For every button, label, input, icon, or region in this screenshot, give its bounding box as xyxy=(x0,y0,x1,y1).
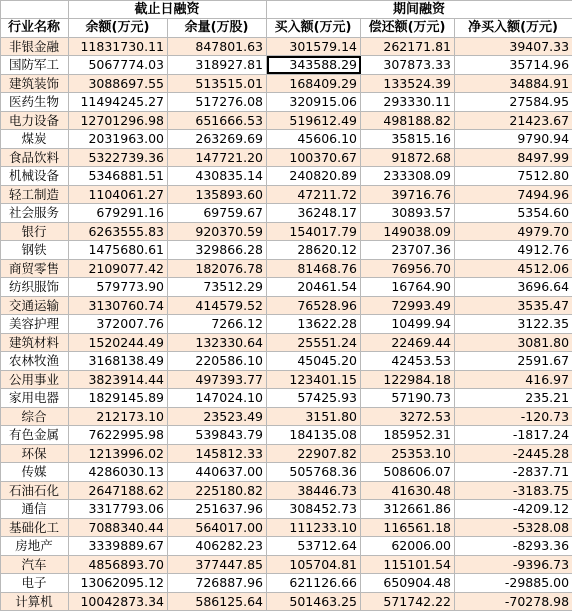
repay-cell[interactable]: 115101.54 xyxy=(361,555,455,574)
buy-cell[interactable]: 501463.25 xyxy=(267,592,361,611)
buy-cell[interactable]: 154017.79 xyxy=(267,222,361,241)
balance-cell[interactable]: 10042873.34 xyxy=(69,592,168,611)
table-row xyxy=(1,463,572,482)
net-buy-cell[interactable]: 7494.96 xyxy=(455,185,572,204)
table-row xyxy=(1,352,572,371)
repay-cell[interactable]: 76956.70 xyxy=(361,259,455,278)
buy-cell[interactable]: 47211.72 xyxy=(267,185,361,204)
buy-cell[interactable]: 45606.10 xyxy=(267,130,361,149)
volume-cell[interactable]: 651666.53 xyxy=(168,111,267,130)
table-row xyxy=(1,222,572,241)
volume-cell[interactable]: 329866.28 xyxy=(168,241,267,260)
industry-cell[interactable]: 有色金属 xyxy=(1,426,69,445)
table-row xyxy=(1,574,572,593)
volume-cell[interactable]: 251637.96 xyxy=(168,500,267,519)
col-header-buy[interactable]: 买入额(万元) xyxy=(267,19,361,38)
balance-cell[interactable]: 4856893.70 xyxy=(69,555,168,574)
group-header-row xyxy=(1,1,572,19)
repay-cell[interactable]: 233308.09 xyxy=(361,167,455,186)
group-header-period[interactable]: 期间融资 xyxy=(267,1,572,19)
industry-cell[interactable]: 房地产 xyxy=(1,537,69,556)
volume-cell[interactable]: 7266.12 xyxy=(168,315,267,334)
industry-cell[interactable]: 交通运输 xyxy=(1,296,69,315)
volume-cell[interactable]: 73512.29 xyxy=(168,278,267,297)
buy-cell[interactable]: 308452.73 xyxy=(267,500,361,519)
net-buy-cell[interactable]: 3535.47 xyxy=(455,296,572,315)
industry-cell[interactable]: 商贸零售 xyxy=(1,259,69,278)
buy-cell[interactable]: 76528.96 xyxy=(267,296,361,315)
balance-cell[interactable]: 2109077.42 xyxy=(69,259,168,278)
industry-cell[interactable]: 机械设备 xyxy=(1,167,69,186)
balance-cell[interactable]: 2031963.00 xyxy=(69,130,168,149)
table-row xyxy=(1,185,572,204)
repay-cell[interactable]: 42453.53 xyxy=(361,352,455,371)
industry-cell[interactable]: 国防军工 xyxy=(1,56,69,75)
net-buy-cell[interactable]: 35714.96 xyxy=(455,56,572,75)
industry-cell[interactable]: 医药生物 xyxy=(1,93,69,112)
balance-cell[interactable]: 1104061.27 xyxy=(69,185,168,204)
industry-cell[interactable]: 计算机 xyxy=(1,592,69,611)
table-row xyxy=(1,259,572,278)
net-buy-cell[interactable]: 3122.35 xyxy=(455,315,572,334)
col-header-net-buy[interactable]: 净买入额(万元) xyxy=(455,19,572,38)
net-buy-cell[interactable]: -70278.98 xyxy=(455,592,572,611)
buy-cell[interactable]: 13622.28 xyxy=(267,315,361,334)
industry-cell[interactable]: 轻工制造 xyxy=(1,185,69,204)
balance-cell[interactable]: 4286030.13 xyxy=(69,463,168,482)
repay-cell[interactable]: 508606.07 xyxy=(361,463,455,482)
industry-cell[interactable]: 通信 xyxy=(1,500,69,519)
buy-cell[interactable]: 343588.29 xyxy=(267,56,361,75)
table-row xyxy=(1,241,572,260)
net-buy-cell[interactable]: -120.73 xyxy=(455,407,572,426)
balance-cell[interactable]: 372007.76 xyxy=(69,315,168,334)
balance-cell[interactable]: 11831730.11 xyxy=(69,37,168,56)
table-row xyxy=(1,278,572,297)
repay-cell[interactable]: 262171.81 xyxy=(361,37,455,56)
balance-cell[interactable]: 11494245.27 xyxy=(69,93,168,112)
buy-cell[interactable]: 28620.12 xyxy=(267,241,361,260)
balance-cell[interactable]: 13062095.12 xyxy=(69,574,168,593)
industry-cell[interactable]: 公用事业 xyxy=(1,370,69,389)
table-row xyxy=(1,407,572,426)
balance-cell[interactable]: 3823914.44 xyxy=(69,370,168,389)
industry-cell[interactable]: 煤炭 xyxy=(1,130,69,149)
table-row xyxy=(1,315,572,334)
repay-cell[interactable]: 3272.53 xyxy=(361,407,455,426)
volume-cell[interactable]: 414579.52 xyxy=(168,296,267,315)
repay-cell[interactable]: 307873.33 xyxy=(361,56,455,75)
buy-cell[interactable]: 38446.73 xyxy=(267,481,361,500)
table-row xyxy=(1,56,572,75)
net-buy-cell[interactable]: 39407.33 xyxy=(455,37,572,56)
repay-cell[interactable]: 10499.94 xyxy=(361,315,455,334)
buy-cell[interactable]: 81468.76 xyxy=(267,259,361,278)
balance-cell[interactable]: 12701296.98 xyxy=(69,111,168,130)
table-row xyxy=(1,333,572,352)
industry-cell[interactable]: 基础化工 xyxy=(1,518,69,537)
buy-cell[interactable]: 36248.17 xyxy=(267,204,361,223)
buy-cell[interactable]: 57425.93 xyxy=(267,389,361,408)
table-row xyxy=(1,537,572,556)
balance-cell[interactable]: 579773.90 xyxy=(69,278,168,297)
industry-cell[interactable]: 综合 xyxy=(1,407,69,426)
volume-cell[interactable]: 497393.77 xyxy=(168,370,267,389)
buy-cell[interactable]: 168409.29 xyxy=(267,74,361,93)
volume-cell[interactable]: 263269.69 xyxy=(168,130,267,149)
net-buy-cell[interactable]: 21423.67 xyxy=(455,111,572,130)
industry-cell[interactable]: 非银金融 xyxy=(1,37,69,56)
repay-cell[interactable]: 16764.90 xyxy=(361,278,455,297)
balance-cell[interactable]: 1213996.02 xyxy=(69,444,168,463)
col-header-balance[interactable]: 余额(万元) xyxy=(69,19,168,38)
buy-cell[interactable]: 505768.36 xyxy=(267,463,361,482)
table-row xyxy=(1,426,572,445)
net-buy-cell[interactable]: -1817.24 xyxy=(455,426,572,445)
volume-cell[interactable]: 132330.64 xyxy=(168,333,267,352)
col-header-repay[interactable]: 偿还额(万元) xyxy=(361,19,455,38)
balance-cell[interactable]: 1475680.61 xyxy=(69,241,168,260)
industry-cell[interactable]: 电子 xyxy=(1,574,69,593)
industry-cell[interactable]: 纺织服饰 xyxy=(1,278,69,297)
net-buy-cell[interactable]: 5354.60 xyxy=(455,204,572,223)
balance-cell[interactable]: 3130760.74 xyxy=(69,296,168,315)
repay-cell[interactable]: 650904.48 xyxy=(361,574,455,593)
net-buy-cell[interactable]: 9790.94 xyxy=(455,130,572,149)
group-header-cutoff[interactable]: 截止日融资 xyxy=(69,1,267,19)
buy-cell[interactable]: 184135.08 xyxy=(267,426,361,445)
industry-cell[interactable]: 环保 xyxy=(1,444,69,463)
table-row xyxy=(1,148,572,167)
net-buy-cell[interactable]: -2445.28 xyxy=(455,444,572,463)
repay-cell[interactable]: 498188.82 xyxy=(361,111,455,130)
balance-cell[interactable]: 212173.10 xyxy=(69,407,168,426)
buy-cell[interactable]: 20461.54 xyxy=(267,278,361,297)
table-row xyxy=(1,555,572,574)
net-buy-cell[interactable]: 4512.06 xyxy=(455,259,572,278)
table-row xyxy=(1,389,572,408)
buy-cell[interactable]: 621126.66 xyxy=(267,574,361,593)
balance-cell[interactable]: 3088697.55 xyxy=(69,74,168,93)
volume-cell[interactable]: 135893.60 xyxy=(168,185,267,204)
industry-cell[interactable]: 食品饮料 xyxy=(1,148,69,167)
net-buy-cell[interactable]: 3081.80 xyxy=(455,333,572,352)
col-header-volume[interactable]: 余量(万股) xyxy=(168,19,267,38)
repay-cell[interactable]: 571742.22 xyxy=(361,592,455,611)
net-buy-cell[interactable]: 4912.76 xyxy=(455,241,572,260)
table-row xyxy=(1,296,572,315)
table-row xyxy=(1,518,572,537)
volume-cell[interactable]: 726887.96 xyxy=(168,574,267,593)
repay-cell[interactable]: 57190.73 xyxy=(361,389,455,408)
buy-cell[interactable]: 45045.20 xyxy=(267,352,361,371)
table-row xyxy=(1,93,572,112)
repay-cell[interactable]: 62006.00 xyxy=(361,537,455,556)
balance-cell[interactable]: 2647188.62 xyxy=(69,481,168,500)
industry-cell[interactable]: 美容护理 xyxy=(1,315,69,334)
volume-cell[interactable]: 564017.00 xyxy=(168,518,267,537)
volume-cell[interactable]: 225180.82 xyxy=(168,481,267,500)
column-header-row xyxy=(1,19,572,38)
repay-cell[interactable]: 149038.09 xyxy=(361,222,455,241)
buy-cell[interactable]: 100370.67 xyxy=(267,148,361,167)
volume-cell[interactable]: 920370.59 xyxy=(168,222,267,241)
net-buy-cell[interactable]: 416.97 xyxy=(455,370,572,389)
balance-cell[interactable]: 1520244.49 xyxy=(69,333,168,352)
balance-cell[interactable]: 1829145.89 xyxy=(69,389,168,408)
volume-cell[interactable]: 318927.81 xyxy=(168,56,267,75)
balance-cell[interactable]: 7088340.44 xyxy=(69,518,168,537)
buy-cell[interactable]: 123401.15 xyxy=(267,370,361,389)
net-buy-cell[interactable]: -9396.73 xyxy=(455,555,572,574)
net-buy-cell[interactable]: 2591.67 xyxy=(455,352,572,371)
volume-cell[interactable]: 539843.79 xyxy=(168,426,267,445)
buy-cell[interactable]: 22907.82 xyxy=(267,444,361,463)
balance-cell[interactable]: 5322739.36 xyxy=(69,148,168,167)
repay-cell[interactable]: 41630.48 xyxy=(361,481,455,500)
net-buy-cell[interactable]: 4979.70 xyxy=(455,222,572,241)
repay-cell[interactable]: 35815.16 xyxy=(361,130,455,149)
balance-cell[interactable]: 3317793.06 xyxy=(69,500,168,519)
table-row xyxy=(1,204,572,223)
repay-cell[interactable]: 133524.39 xyxy=(361,74,455,93)
repay-cell[interactable]: 91872.68 xyxy=(361,148,455,167)
net-buy-cell[interactable]: -5328.08 xyxy=(455,518,572,537)
industry-cell[interactable]: 农林牧渔 xyxy=(1,352,69,371)
repay-cell[interactable]: 312661.86 xyxy=(361,500,455,519)
header-corner-cell[interactable] xyxy=(1,1,69,19)
balance-cell[interactable]: 5346881.51 xyxy=(69,167,168,186)
repay-cell[interactable]: 22469.44 xyxy=(361,333,455,352)
buy-cell[interactable]: 53712.64 xyxy=(267,537,361,556)
net-buy-cell[interactable]: 8497.99 xyxy=(455,148,572,167)
table-row xyxy=(1,111,572,130)
buy-cell[interactable]: 111233.10 xyxy=(267,518,361,537)
industry-cell[interactable]: 建筑装饰 xyxy=(1,74,69,93)
industry-cell[interactable]: 钢铁 xyxy=(1,241,69,260)
buy-cell[interactable]: 301579.14 xyxy=(267,37,361,56)
volume-cell[interactable]: 517276.08 xyxy=(168,93,267,112)
table-row xyxy=(1,37,572,56)
repay-cell[interactable]: 122984.18 xyxy=(361,370,455,389)
repay-cell[interactable]: 116561.18 xyxy=(361,518,455,537)
net-buy-cell[interactable]: 3696.64 xyxy=(455,278,572,297)
industry-cell[interactable]: 电力设备 xyxy=(1,111,69,130)
net-buy-cell[interactable]: 235.21 xyxy=(455,389,572,408)
net-buy-cell[interactable]: 7512.80 xyxy=(455,167,572,186)
industry-cell[interactable]: 建筑材料 xyxy=(1,333,69,352)
net-buy-cell[interactable]: -3183.75 xyxy=(455,481,572,500)
volume-cell[interactable]: 69759.67 xyxy=(168,204,267,223)
volume-cell[interactable]: 147721.20 xyxy=(168,148,267,167)
col-header-industry[interactable]: 行业名称 xyxy=(1,19,69,38)
balance-cell[interactable]: 6263555.83 xyxy=(69,222,168,241)
net-buy-cell[interactable]: -2837.71 xyxy=(455,463,572,482)
industry-cell[interactable]: 银行 xyxy=(1,222,69,241)
industry-cell[interactable]: 汽车 xyxy=(1,555,69,574)
buy-cell[interactable]: 105704.81 xyxy=(267,555,361,574)
volume-cell[interactable]: 182076.78 xyxy=(168,259,267,278)
volume-cell[interactable]: 586125.64 xyxy=(168,592,267,611)
repay-cell[interactable]: 185952.31 xyxy=(361,426,455,445)
volume-cell[interactable]: 513515.01 xyxy=(168,74,267,93)
volume-cell[interactable]: 220586.10 xyxy=(168,352,267,371)
repay-cell[interactable]: 293330.11 xyxy=(361,93,455,112)
net-buy-cell[interactable]: 27584.95 xyxy=(455,93,572,112)
industry-cell[interactable]: 石油石化 xyxy=(1,481,69,500)
volume-cell[interactable]: 440637.00 xyxy=(168,463,267,482)
buy-cell[interactable]: 519612.49 xyxy=(267,111,361,130)
volume-cell[interactable]: 406282.23 xyxy=(168,537,267,556)
repay-cell[interactable]: 72993.49 xyxy=(361,296,455,315)
volume-cell[interactable]: 23523.49 xyxy=(168,407,267,426)
repay-cell[interactable]: 30893.57 xyxy=(361,204,455,223)
table-row xyxy=(1,481,572,500)
table-row xyxy=(1,370,572,389)
buy-cell[interactable]: 320915.06 xyxy=(267,93,361,112)
buy-cell[interactable]: 3151.80 xyxy=(267,407,361,426)
buy-cell[interactable]: 25551.24 xyxy=(267,333,361,352)
balance-cell[interactable]: 7622995.98 xyxy=(69,426,168,445)
volume-cell[interactable]: 847801.63 xyxy=(168,37,267,56)
volume-cell[interactable]: 147024.10 xyxy=(168,389,267,408)
table-row xyxy=(1,444,572,463)
industry-cell[interactable]: 社会服务 xyxy=(1,204,69,223)
balance-cell[interactable]: 5067774.03 xyxy=(69,56,168,75)
table-row xyxy=(1,500,572,519)
balance-cell[interactable]: 3339889.67 xyxy=(69,537,168,556)
repay-cell[interactable]: 39716.76 xyxy=(361,185,455,204)
net-buy-cell[interactable]: -29885.00 xyxy=(455,574,572,593)
repay-cell[interactable]: 25353.10 xyxy=(361,444,455,463)
volume-cell[interactable]: 377447.85 xyxy=(168,555,267,574)
balance-cell[interactable]: 3168138.49 xyxy=(69,352,168,371)
table-row xyxy=(1,167,572,186)
volume-cell[interactable]: 430835.14 xyxy=(168,167,267,186)
table-row xyxy=(1,592,572,611)
table-row xyxy=(1,130,572,149)
industry-cell[interactable]: 传媒 xyxy=(1,463,69,482)
volume-cell[interactable]: 145812.33 xyxy=(168,444,267,463)
net-buy-cell[interactable]: -8293.36 xyxy=(455,537,572,556)
repay-cell[interactable]: 23707.36 xyxy=(361,241,455,260)
table-row xyxy=(1,74,572,93)
buy-cell[interactable]: 240820.89 xyxy=(267,167,361,186)
industry-cell[interactable]: 家用电器 xyxy=(1,389,69,408)
net-buy-cell[interactable]: -4209.12 xyxy=(455,500,572,519)
net-buy-cell[interactable]: 34884.91 xyxy=(455,74,572,93)
balance-cell[interactable]: 679291.16 xyxy=(69,204,168,223)
